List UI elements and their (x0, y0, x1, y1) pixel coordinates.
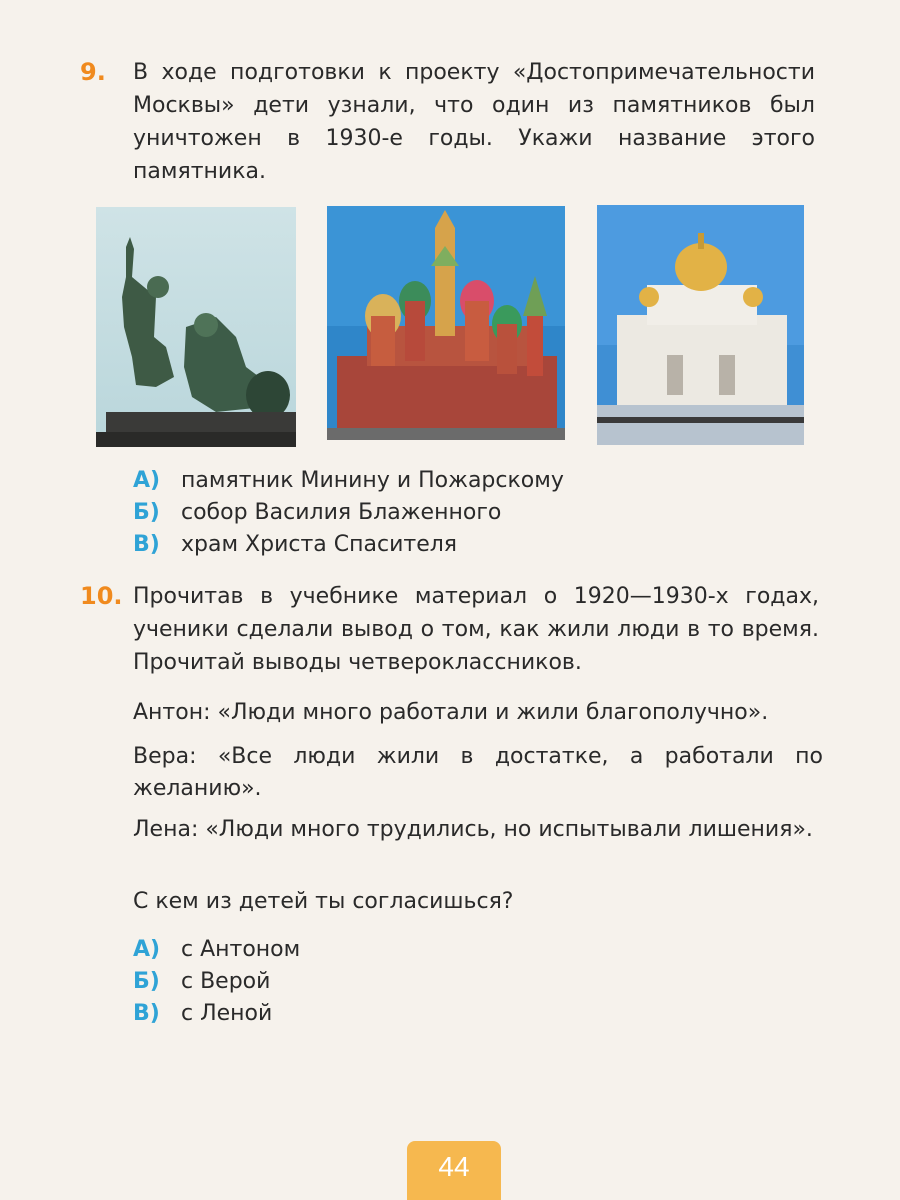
q10-option-a[interactable] (133, 934, 300, 966)
question-10-prompt: С кем из детей ты согласишься? (133, 889, 514, 914)
option-text: с Антоном (181, 937, 301, 962)
q10-option-c[interactable] (133, 998, 272, 1030)
option-letter: Б) (133, 969, 160, 994)
question-9-number: 9. (80, 58, 106, 86)
option-letter: Б) (133, 500, 160, 525)
option-text: храм Христа Спасителя (181, 532, 458, 557)
option-text: памятник Минину и Пожарскому (181, 468, 564, 493)
question-10-text: Прочитав в учебнике материал о 1920—1930-х годах, ученики сделали вывод о том, как жили люди в то время. Прочитай выводы четвероклассников. (133, 584, 819, 675)
st-basils-cathedral-photo (327, 206, 565, 440)
option-letter: А) (133, 468, 161, 493)
option-text: с Леной (181, 1001, 273, 1026)
statement-vera: Вера: «Все люди жили в достатке, а работали по желанию». (133, 744, 823, 801)
christ-the-saviour-photo (597, 205, 804, 445)
option-letter: В) (133, 1001, 160, 1026)
q9-option-c[interactable] (133, 529, 457, 561)
option-text: собор Василия Блаженного (181, 500, 502, 525)
page-number: 44 (407, 1141, 501, 1200)
option-letter: А) (133, 937, 161, 962)
minin-pozharsky-photo (96, 207, 296, 447)
option-letter: В) (133, 532, 160, 557)
statement-anton: Антон: «Люди много работали и жили благополучно». (133, 700, 769, 725)
option-text: с Верой (181, 969, 271, 994)
statement-lena: Лена: «Люди много трудились, но испытывали лишения». (133, 817, 813, 842)
question-10-number: 10. (80, 582, 123, 610)
q9-option-a[interactable] (133, 465, 564, 497)
q10-option-b[interactable] (133, 966, 270, 998)
question-9-text: В ходе подготовки к проекту «Достопримечательности Москвы» дети узнали, что один из памятников был уничтожен в 1930-е годы. Укажи название этого памятника. (133, 60, 815, 184)
q9-option-b[interactable] (133, 497, 501, 529)
